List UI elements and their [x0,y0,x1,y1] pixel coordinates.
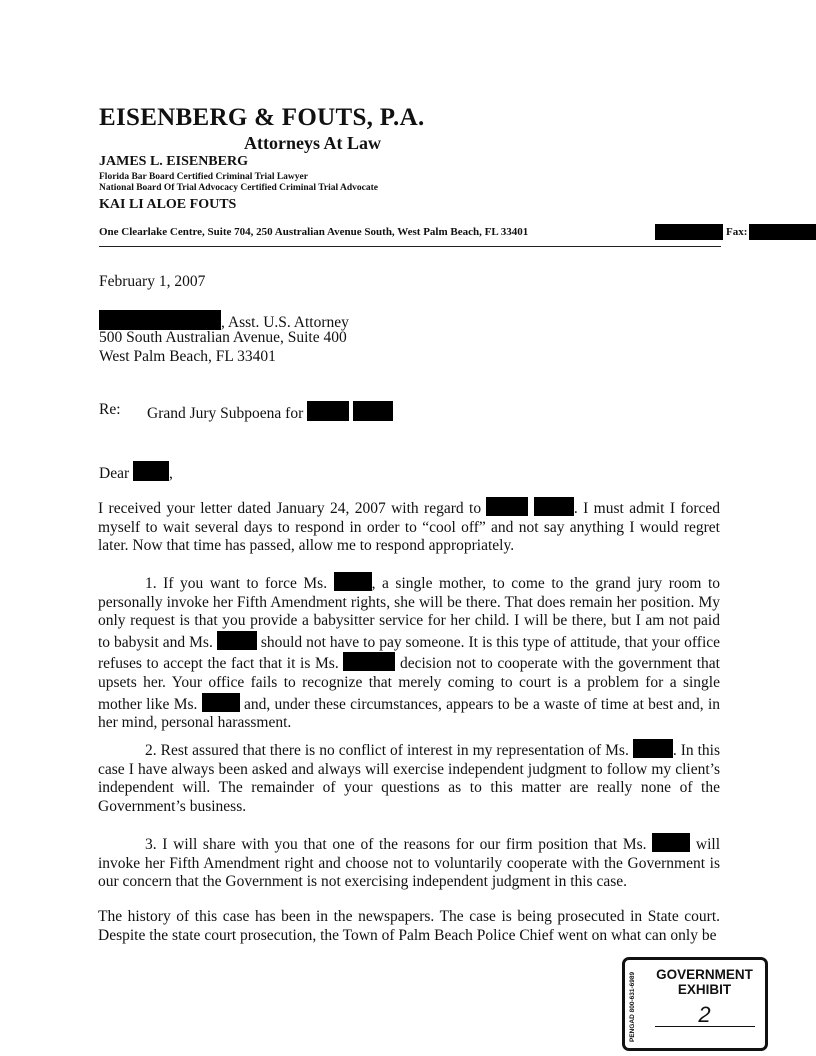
letter-date: February 1, 2007 [99,273,206,290]
exhibit-number: 2 [698,1002,711,1027]
text: decision not to cooperate with the government that upsets her. Your office fails to recognize that merely coming to court is a problem for a single mother like Ms. [98,655,720,713]
text: I received your letter dated January 24, 2007 with regard to [98,500,482,517]
redaction [133,461,169,481]
firm-address: One Clearlake Centre, Suite 704, 250 Australian Avenue South, West Palm Beach, FL 33401 [99,226,529,238]
text: , a single mother, to come to the grand jury room to personally invoke her Fifth Amendment rights, she will be there. That does remain her position. My only request is that you provide a babysitter service for her child. I will be there, but I am not paid to babysit and Ms. [98,575,721,651]
text: 1. If you want to force Ms. [145,575,328,592]
body-paragraph-3 [98,739,720,816]
attorney-name-1: JAMES L. EISENBERG [99,154,248,169]
salutation-dear: Dear [99,465,130,482]
body-paragraph-5: The history of this case has been in the newspapers. The case is being prosecuted in State court. Despite the state court prosecution, the Town of Palm Beach Police Chief went on what can only be [98,908,720,944]
body-paragraph-2 [98,572,720,733]
redaction [652,833,690,852]
attorney-credential-2: National Board Of Trial Advocacy Certified Criminal Trial Advocate [99,183,378,193]
government-exhibit-stamp [622,957,768,1051]
re-text: Grand Jury Subpoena for [147,405,304,422]
re-line [147,401,393,423]
redaction [217,631,257,650]
salutation [99,461,173,484]
stamp-vendor-text: PENGAD 800-631-6989 [629,971,636,1042]
re-label: Re: [99,401,121,418]
redaction [534,497,574,516]
attorney-name-2: KAI LI ALOE FOUTS [99,197,237,212]
redaction [486,497,528,516]
text: . I must admit I forced myself to wait several days to respond in order to “cool off” and not say anything I would regret later. Now that time has passed, allow me to respond appropriately. [98,500,721,555]
stamp-underline [655,1026,755,1027]
text: should not have to pay someone. It is this type of attitude, that your office refuses to accept the fact that it is Ms. [98,633,721,673]
redaction [633,739,673,758]
stamp-line-1: GOVERNMENT [656,967,753,982]
recipient-street: 500 South Australian Avenue, Suite 400 [99,329,347,346]
body-paragraph-1 [98,497,720,556]
stamp-line-2: EXHIBIT [677,982,732,997]
redacted-fax [749,224,816,240]
text: will invoke her Fifth Amendment right and choose not to voluntarily cooperate with the Government is our concern that the Government is not exercising independent judgment in this case. [98,836,721,891]
redaction [343,652,395,671]
text: and, under these circumstances, appears to be a waste of time at best and, in her mind, personal harassment. [98,695,720,732]
text: 2. Rest assured that there is no conflict of interest in my representation of Ms. [145,742,629,759]
firm-address-line [99,222,748,246]
recipient-city: West Palm Beach, FL 33401 [99,348,276,365]
redacted-recipient-name [99,310,221,330]
text: 3. I will share with you that one of the reasons for our firm position that Ms. [145,836,647,853]
redaction [334,572,372,591]
firm-tagline: Attorneys At Law [244,133,381,153]
redaction [353,401,393,421]
fax-label: Fax: [726,226,748,238]
body-paragraph-4 [98,833,720,892]
recipient-title: , Asst. U.S. Attorney [221,314,349,331]
letterhead-rule [99,246,721,247]
redacted-phone [655,224,723,240]
salutation-comma: , [169,465,173,482]
redaction [202,693,240,712]
attorney-credential-1: Florida Bar Board Certified Criminal Trial Lawyer [99,172,308,182]
text: . In this case I have always been asked and always will exercise independent judgment to follow my client’s independent will. The remainder of your questions as to this matter are really none of the Government’s business. [98,742,721,815]
firm-name: EISENBERG & FOUTS, P.A. [99,104,425,131]
redaction [307,401,349,421]
